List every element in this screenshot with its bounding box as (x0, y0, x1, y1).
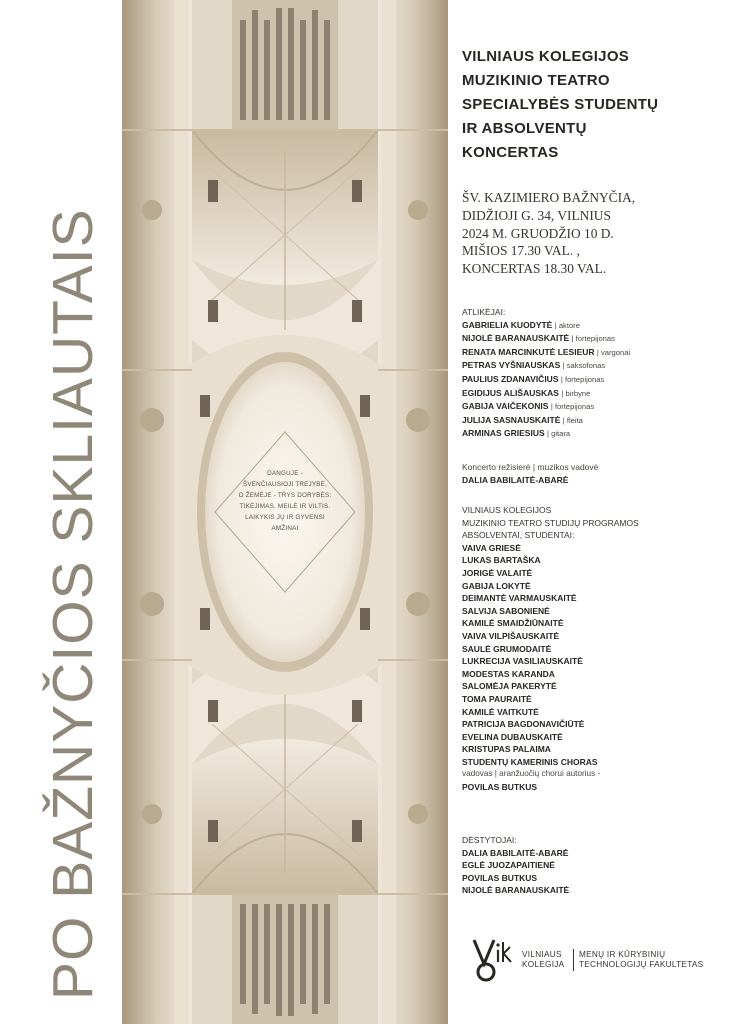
college-name-line: KOLEGIJA (522, 960, 565, 969)
graduate-name: STUDENTŲ KAMERINIS CHORAS (462, 756, 598, 767)
performer-name: ARMINAS GRIESIUS (462, 428, 545, 439)
viko-logo (470, 936, 732, 986)
graduate-name: SALVIJA SABONIENĖ (462, 605, 550, 616)
graduate-name: KAMILĖ VAITKUTĖ (462, 706, 539, 717)
performers-label: ATLIKĖJAI: (462, 307, 506, 317)
oval-quote-line: LAIKYKIS JŲ IR GYVENSI (245, 514, 325, 521)
graduate-name: GABIJA LOKYTĖ (462, 580, 531, 591)
performer-role: | fortepijonas (571, 334, 615, 344)
heading-line: SPECIALYBĖS STUDENTŲ (462, 96, 659, 113)
performer-role: | vargonai (596, 347, 631, 357)
heading-line: MUZIKINIO TEATRO (462, 72, 610, 89)
graduate-name: KRISTUPAS PALAIMA (462, 744, 551, 755)
director-section (462, 461, 732, 486)
event-details (462, 189, 732, 278)
teacher-name: EGLĖ JUOZAPAITIENĖ (462, 860, 555, 871)
teacher-name: DALIA BABILAITĖ-ABARĖ (462, 847, 569, 858)
performer-name: GABRIELIA KUODYTĖ (462, 319, 553, 330)
logo-divider (573, 949, 574, 971)
graduate-name: KAMILĖ SMAIDŽIŪNAITĖ (462, 618, 564, 629)
performer-row (462, 319, 732, 333)
performer-role: | fortepijonas (560, 374, 605, 384)
graduate-name: EVELINA DUBAUSKAITĖ (462, 731, 563, 742)
oval-quote-line: AMŽINAI (271, 525, 299, 532)
performer-row (462, 414, 732, 428)
performer-row (462, 387, 732, 401)
graduate-name: SALOMĖJA PAKERYTĖ (462, 681, 557, 692)
heading-line: VILNIAUS KOLEGIJOS (462, 48, 630, 65)
graduate-name: MODESTAS KARANDA (462, 668, 555, 679)
performer-role: | gitara (547, 429, 571, 439)
performer-name: EGIDIJUS ALIŠAUSKAS (462, 387, 559, 398)
teacher-name: NIJOLĖ BARANAUSKAITĖ (462, 885, 570, 896)
event-line: ŠV. KAZIMIERO BAŽNYČIA, (462, 190, 636, 205)
event-line: KONCERTAS 18.30 VAL. (462, 261, 607, 277)
performer-row (462, 373, 732, 387)
oval-quote-line: TIKĖJIMAS, MEILĖ IR VILTIS. (239, 503, 331, 510)
vertical-poster-title: PO BAŽNYČIOS SKLIAUTAIS (41, 208, 105, 1000)
heading-line: IR ABSOLVENTŲ (462, 120, 587, 137)
performers-section (462, 306, 732, 441)
graduates-label-line: ABSOLVENTAI, STUDENTAI: (462, 530, 575, 541)
oval-quote-line: O ŽEMĖJE - TRYS DORYBĖS: (238, 492, 332, 499)
oval-quote-line: DANGUJE - (267, 470, 303, 477)
college-name (522, 950, 564, 970)
choir-role: vadovas | aranžuočių chorui autorius - (462, 769, 601, 779)
performer-name: GABIJA VAIČEKONIS (462, 401, 549, 412)
performer-row (462, 346, 732, 360)
performer-row (462, 400, 732, 414)
choir-leader: POVILAS BUTKUS (462, 782, 538, 793)
oval-quote-line: ŠVENČIAUSIOJI TREJYBĖ, (242, 481, 328, 488)
event-line: MIŠIOS 17.30 VAL. , (462, 243, 580, 259)
viko-logo-mark-icon (470, 936, 516, 982)
performer-role: | aktorė (554, 320, 580, 330)
performer-row (462, 427, 732, 441)
performer-name: JULIJA SASNAUSKAITĖ (462, 414, 561, 425)
graduate-name: VAIVA VILPIŠAUSKAITĖ (462, 630, 560, 641)
faculty-name (579, 950, 703, 970)
concert-heading (462, 45, 732, 165)
performer-row (462, 332, 732, 346)
graduates-section (462, 504, 732, 794)
teacher-name: POVILAS BUTKUS (462, 872, 538, 883)
performer-name: PAULIUS ZDANAVIČIUS (462, 373, 559, 384)
graduate-name: PATRICIJA BAGDONAVIČIŪTĖ (462, 719, 585, 730)
teachers-section (462, 834, 732, 897)
graduate-name: SAULĖ GRUMODAITĖ (462, 643, 552, 654)
event-line: DIDŽIOJI G. 34, VILNIUS (462, 207, 611, 223)
performer-role: | fortepijonas (550, 402, 595, 412)
performer-role: | fleita (562, 415, 583, 425)
faculty-name-line: TECHNOLOGIJŲ FAKULTETAS (579, 960, 704, 969)
performer-name: NIJOLĖ BARANAUSKAITĖ (462, 333, 570, 344)
director-label: Koncerto režisierė | muzikos vadovė (462, 462, 599, 472)
teachers-label: DĖSTYTOJAI: (462, 835, 517, 845)
performer-name: RENATA MARCINKUTĖ LESIEUR (462, 346, 595, 357)
director-name: DALIA BABILAITĖ-ABARĖ (462, 474, 569, 485)
graduate-name: LUKRECIJA VASILIAUSKAITĖ (462, 656, 583, 667)
faculty-name-line: MENŲ IR KŪRYBINIŲ (579, 950, 666, 959)
heading-line: KONCERTAS (462, 144, 559, 161)
oval-quote (212, 468, 358, 582)
graduate-name: LUKAS BARTAŠKA (462, 555, 541, 566)
performer-name: PETRAS VYŠNIAUSKAS (462, 360, 561, 371)
graduates-label-line: MUZIKINIO TEATRO STUDIJŲ PROGRAMOS (462, 517, 639, 528)
event-line: 2024 M. GRUODŽIO 10 D. (462, 225, 614, 241)
performer-role: | saksofonas (562, 361, 606, 371)
graduate-name: JORIGĖ VALAITĖ (462, 567, 533, 578)
graduate-name: VAIVA GRIESĖ (462, 542, 521, 553)
performer-row (462, 359, 732, 373)
graduate-name: DEIMANTĖ VARMAUSKAITĖ (462, 593, 577, 604)
college-name-line: VILNIAUS (522, 950, 562, 959)
graduates-label-line: VILNIAUS KOLEGIJOS (462, 505, 552, 515)
graduate-name: TOMA PAURAITĖ (462, 693, 532, 704)
performer-role: | birbynė (561, 388, 591, 398)
